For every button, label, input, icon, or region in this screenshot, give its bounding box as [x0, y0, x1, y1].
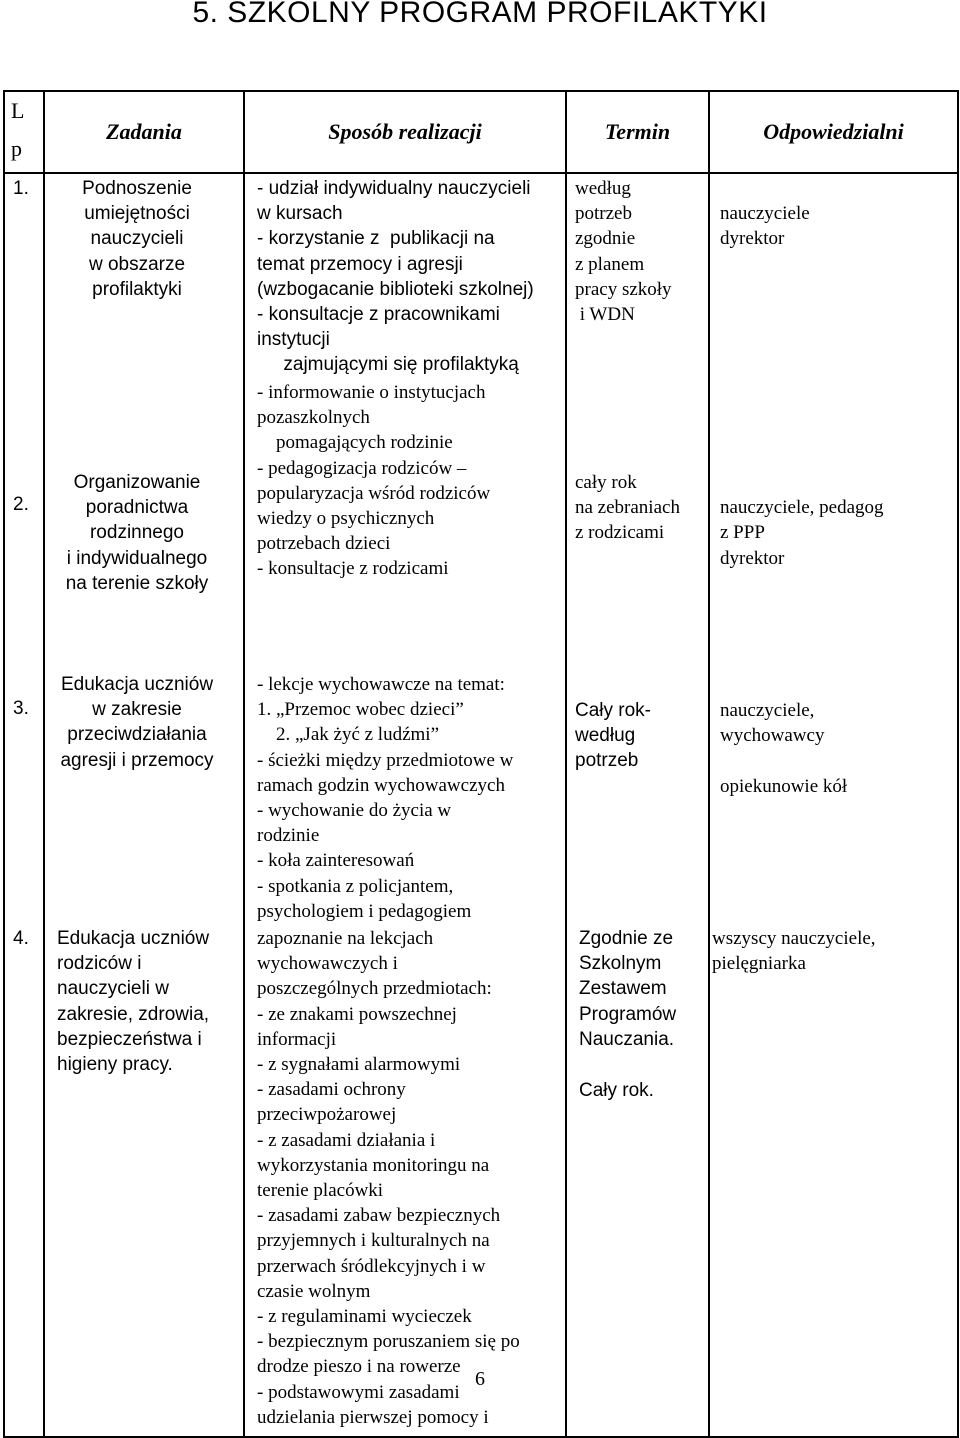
program-table: [3, 90, 959, 1438]
term-text: Cały rok- według potrzeb: [575, 700, 652, 772]
term-column: [566, 173, 709, 1437]
term-text: Zgodnie ze Szkolnym Zestawem Programów Nauczania.: [579, 928, 677, 1050]
method-text: zapoznanie na lekcjach wychowawczych i poszczególnych przedmiotach: - ze znakami powszechnej informacji - z sygnałami alarmowymi - zasadami ochrony przeciwpożarowej - z zasadami działania i wykorzystania monitoringu na terenie placówki - zasadami zabaw bezpiecznych przyjemnych i kulturalnych na przerwach śródlekcyjnych i w czasie wolnym - z regulaminami wycieczek - bezpiecznym poruszaniem się po drodze pieszo i na rowerze - podstawowymi zasadami udzielania pierwszej pomocy i: [257, 928, 520, 1428]
responsible-column: [709, 173, 958, 1437]
header-lp: L p: [4, 91, 44, 173]
term-text: według potrzeb zgodnie z planem pracy szkoły i WDN: [575, 178, 672, 326]
responsible-text: nauczyciele, pedagog z PPP dyrektor: [720, 497, 884, 569]
lp-column: [4, 173, 44, 1437]
task-column: [44, 173, 244, 1437]
method-column: [244, 173, 566, 1437]
responsible-text: nauczyciele dyrektor: [720, 203, 810, 250]
row-number: 3.: [13, 698, 29, 719]
task-text: Podnoszenie umiejętności nauczycieli w obszarze profilaktyki: [82, 178, 192, 300]
page-number: 6: [475, 1368, 485, 1390]
task-text: Edukacja uczniów rodziców i nauczycieli w zakresie, zdrowia, bezpieczeństwa i higieny pracy.: [57, 928, 210, 1076]
method-text: - udział indywidualny nauczycieli w kursach - korzystanie z publikacji na temat przemocy i agresji (wzbogacanie biblioteki szkolnej) - konsultacje z pracownikami instytucji zajmującymi się profilaktyką: [257, 178, 534, 376]
header-termin: Termin: [566, 91, 709, 173]
responsible-text: wszyscy nauczyciele, pielęgniarka: [712, 928, 876, 975]
table-header-row: [4, 91, 958, 173]
method-text: - informowanie o instytucjach pozaszkolnych pomagających rodzinie - pedagogizacja rodziców – popularyzacja wśród rodziców wiedzy o psychicznych potrzebach dzieci - konsultacje z rodzicami: [257, 382, 491, 580]
task-text: Edukacja uczniów w zakresie przeciwdziałania agresji i przemocy: [60, 674, 214, 771]
table-row: [4, 173, 958, 1437]
header-zadania: Zadania: [44, 91, 244, 173]
row-number: 4.: [13, 928, 29, 949]
method-text: - lekcje wychowawcze na temat: 1. „Przemoc wobec dzieci” 2. „Jak żyć z ludźmi” - ścieżki między przedmiotowe w ramach godzin wychowawczych - wychowanie do życia w rodzinie - koła zainteresowań - spotkania z policjantem, psychologiem i pedagogiem: [257, 674, 514, 922]
term-text: cały rok na zebraniach z rodzicami: [575, 472, 680, 544]
responsible-text: opiekunowie kół: [720, 776, 848, 797]
task-text: Organizowanie poradnictwa rodzinnego i indywidualnego na terenie szkoły: [65, 472, 209, 594]
term-text: Cały rok.: [579, 1080, 654, 1101]
row-number: 1.: [13, 178, 29, 199]
responsible-text: nauczyciele, wychowawcy: [720, 700, 825, 747]
page-title: 5. SZKOLNY PROGRAM PROFILAKTYKI: [192, 0, 768, 29]
header-sposob: Sposób realizacji: [244, 91, 566, 173]
header-odpowiedzialni: Odpowiedzialni: [709, 91, 958, 173]
row-number: 2.: [13, 494, 29, 515]
